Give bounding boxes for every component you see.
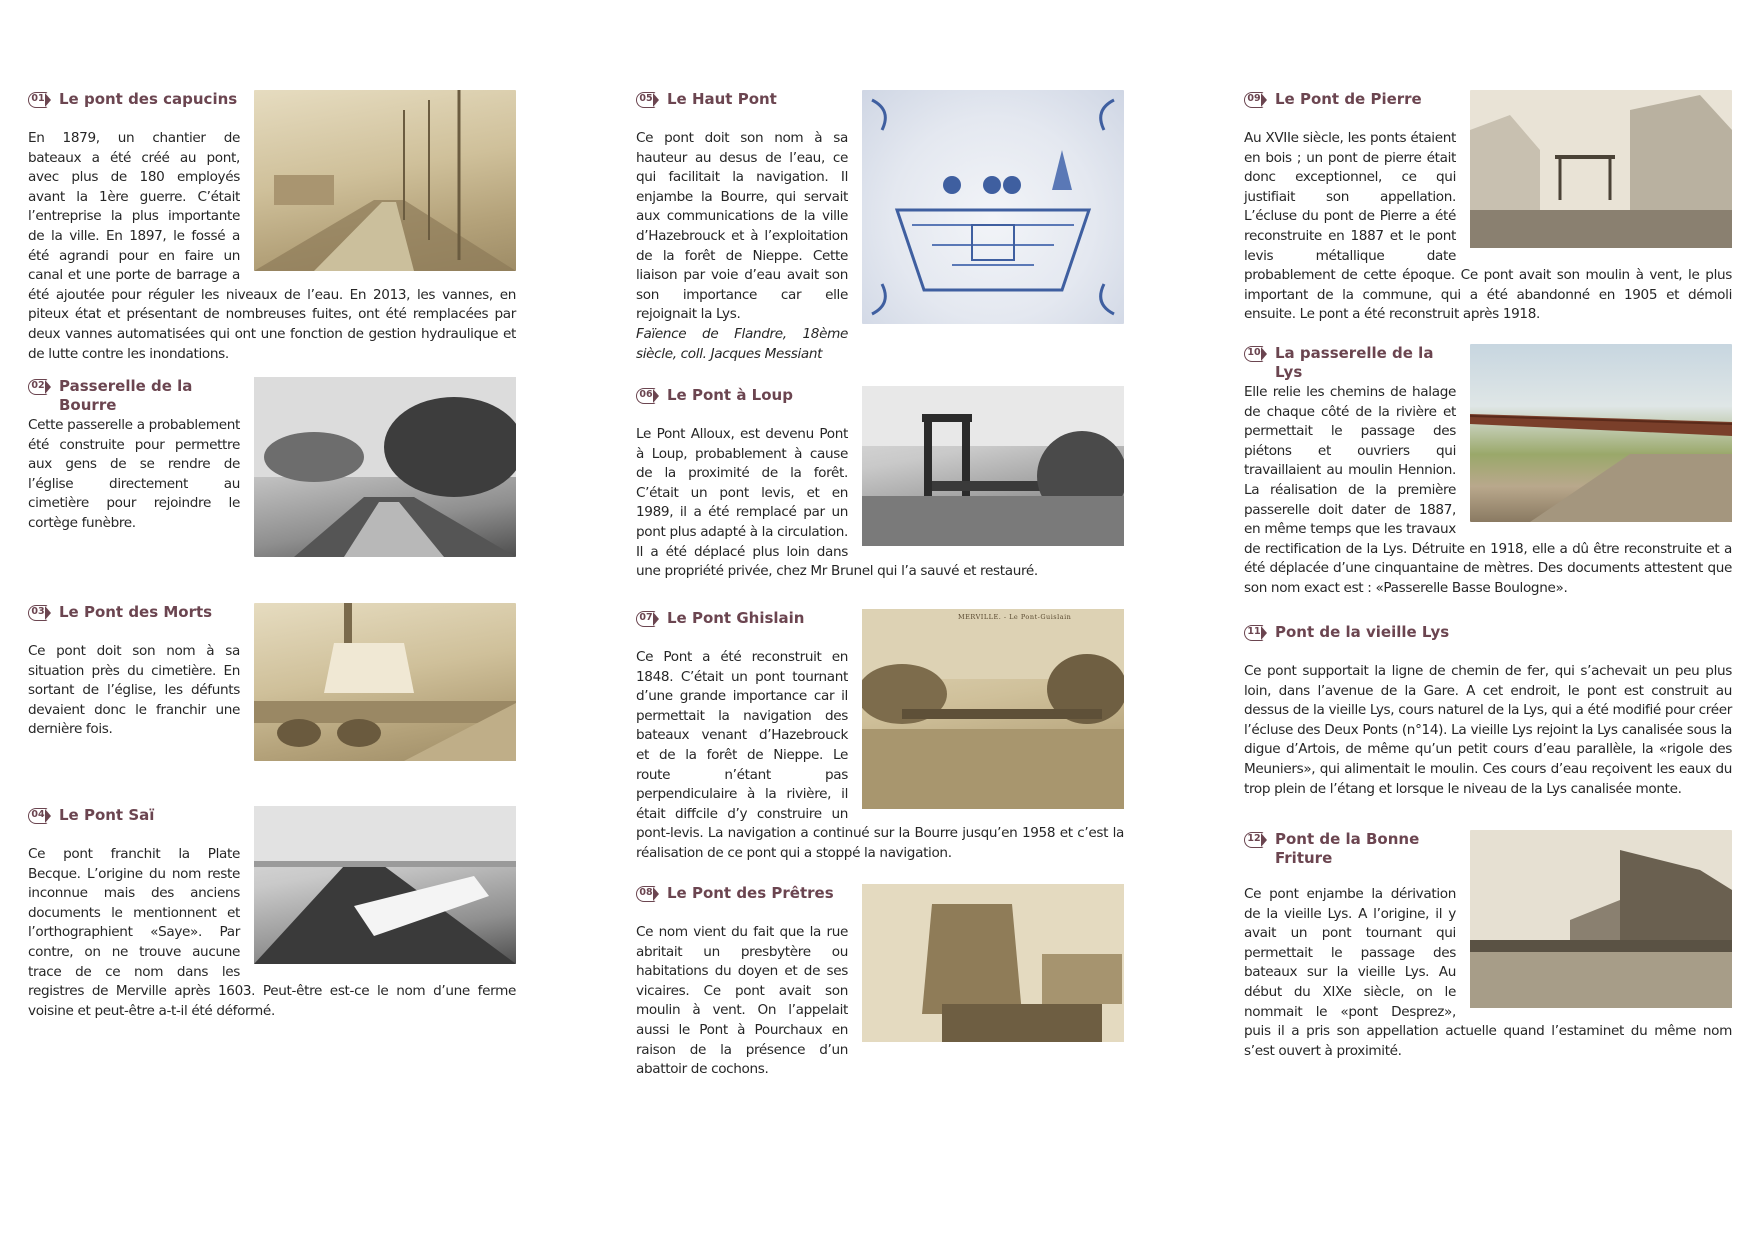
entry-text: Ce pont doit son nom à sa situation près du cimetière. En sortant de l’église, les défunts devaient donc le franchir une dernière fois. xyxy=(28,643,240,738)
entry-08 xyxy=(636,884,1124,1080)
entry-06 xyxy=(636,386,1124,582)
entry-title: Le Pont à Loup xyxy=(667,386,793,404)
entry-title: Le Haut Pont xyxy=(667,90,777,108)
entry-01 xyxy=(28,90,516,364)
number-badge: 06 xyxy=(636,386,660,406)
entry-title: La passerelle de la Lys xyxy=(1275,344,1434,381)
photo-caption: MERVILLE. - Le Pont-Guislain xyxy=(958,613,1072,621)
entry-text: Le Pont Alloux, est devenu Pont à Loup, probablement à cause de la proximité de la forêt. C’était un pont levis, et en 1989, il a été remplacé par un pont plus adapté à la circulation. Il a été déplacé plus loin dans une propriété privée, chez Mr Brunel qui l’a sauvé et restauré. xyxy=(636,426,1038,580)
entry-title: Pont de la Bonne Friture xyxy=(1275,830,1420,867)
engraving-pont-de-pierre xyxy=(1470,90,1732,248)
entry-text: Cette passerelle a probablement été construite pour permettre aux gens de se rendre de l’église directement au cimetière pour rejoindre le cortège funèbre. xyxy=(28,417,240,531)
photo-pont-bonne-friture xyxy=(1470,830,1732,1008)
entry-11 xyxy=(1244,623,1732,799)
photo-pont-des-morts xyxy=(254,603,516,761)
number-badge: 08 xyxy=(636,884,660,904)
entry-text: Ce pont franchit la Plate Becque. L’origine du nom reste inconnue mais des anciens documents le mentionnent et l’orthographient «Saye». Par contre, on ne trouve aucune trace de ce nom dans les registres de Merville après 1603. Peut-être est-ce le nom d’une ferme voisine et peut-être a-t-il été déformé. xyxy=(28,846,516,1019)
entry-text: Ce nom vient du fait que la rue abritait un presbytère ou habitations du doyen et de ses vicaires. Ce pont avait son moulin à vent. On l’appelait aussi le Pont à Pourchaux en raison de la présence d’un abattoir de cochons. xyxy=(636,924,848,1078)
entry-title: Pont de la vieille Lys xyxy=(1275,623,1450,641)
number-badge: 02 xyxy=(28,377,52,397)
number-badge: 04 xyxy=(28,806,52,826)
photo-pont-des-pretres xyxy=(862,884,1124,1042)
entry-text: Ce pont enjambe la dérivation de la vieille Lys. A l’origine, il y avait un pont tournant qui permettait le passage des bateaux sur la vieille Lys. Au début du XIXe siècle, on le nommait le «pont Desprez», puis il a pris son appellation actuelle quand l’estaminet du même nom s’est ouvert à proximité. xyxy=(1244,886,1732,1059)
faience-tile-image xyxy=(862,90,1124,324)
entry-title: Passerelle de la Bourre xyxy=(59,377,193,414)
number-badge: 09 xyxy=(1244,90,1268,110)
photo-pont-a-loup xyxy=(862,386,1124,546)
entry-12 xyxy=(1244,830,1732,1061)
photo-canal-capucins xyxy=(254,90,516,271)
entry-title: Le Pont de Pierre xyxy=(1275,90,1422,108)
entry-text: Ce pont supportait la ligne de chemin de fer, qui s’achevait un peu plus loin, dans l’avenue de la Gare. A cet endroit, le pont est construit au dessus de la vieille Lys, cours naturel de la Lys, qui a été modifié pour créer l’écluse des Deux Ponts (n°14). La vieille Lys rejoint la Lys canalisée sous la digue d’Artois, de même qu’un petit cours d’eau parallèle, la «rigole des Meuniers», qui alimentait le moulin. Ces cours d’eau reçoivent les eaux du trop plein de l’étang et lorsque le niveau de la Lys canalisée monte. xyxy=(1244,663,1732,797)
number-badge: 11 xyxy=(1244,623,1268,643)
photo-passerelle-bourre xyxy=(254,377,516,557)
number-badge: 10 xyxy=(1244,344,1268,364)
entry-text: Elle relie les chemins de halage de chaque côté de la rivière et permettait le passage des piétons et ouvriers qui travaillaient au moulin Hennion. La réalisation de la première passerelle doit dater de 1887, en même temps que les travaux de rectification de la Lys. Détruite en 1918, elle a dû être reconstruite et a été déplacée d’une cinquantaine de mètres. Des documents attestent que son nom exact est : «Passerelle Basse Boulogne». xyxy=(1244,384,1732,596)
entry-text: Ce Pont a été reconstruit en 1848. C’était un pont tournant d’une grande importance car il permettait la navigation des bateaux venant d’Hazebrouck et de la forêt de Nieppe. Le route n’étant pas perpendiculaire à la rivière, il était diffcile d’y construire un pont-levis. La navigation a continué sur la Bourre jusqu’en 1958 et c’est la réalisation de ce pont qui a stoppé la navigation. xyxy=(636,649,1124,861)
entry-09 xyxy=(1244,90,1732,325)
entry-caption: Faïence de Flandre, 18ème siècle, coll. Jacques Messiant xyxy=(636,325,848,362)
number-badge: 01 xyxy=(28,90,52,110)
entry-title: Le pont des capucins xyxy=(59,90,238,108)
entry-text: Au XVIIe siècle, les ponts étaient en bois ; un pont de pierre était donc exceptionnel, ce qui justifiait son appellation. L’écluse du pont de Pierre a été reconstruite en 1887 et le pont levis métallique date probablement de cette époque. Ce pont avait son moulin à vent, le plus important de la commune, qui a été abandonné en 1905 et démoli ensuite. Le pont a été reconstruit après 1918. xyxy=(1244,130,1732,323)
entry-04 xyxy=(28,806,516,1021)
entry-07 xyxy=(636,609,1124,864)
number-badge: 03 xyxy=(28,603,52,623)
photo-passerelle-lys xyxy=(1470,344,1732,522)
entry-title: Le Pont Saï xyxy=(59,806,155,824)
entry-title: Le Pont des Morts xyxy=(59,603,213,621)
entry-title: Le Pont des Prêtres xyxy=(667,884,834,902)
entry-text: Ce pont doit son nom à sa hauteur au desus de l’eau, ce qui facilitait la navigation. Il enjambe la Bourre, qui servait aux communications de la ville d’Hazebrouck et à l’exploitation de la forêt de Nieppe. Cette liaison par voie d’eau avait son son importance car elle rejoignait la Lys. Faïence de Flandre, 18ème siècle, coll. Jacques Messiant xyxy=(636,130,848,362)
number-badge: 05 xyxy=(636,90,660,110)
entry-10 xyxy=(1244,344,1732,599)
number-badge: 12 xyxy=(1244,830,1268,850)
number-badge: 07 xyxy=(636,609,660,629)
entry-05 xyxy=(636,90,1124,364)
photo-pont-ghislain xyxy=(862,609,1124,809)
entry-03 xyxy=(28,603,516,765)
photo-pont-sai xyxy=(254,806,516,964)
entry-title: Le Pont Ghislain xyxy=(667,609,805,627)
entry-02 xyxy=(28,377,516,561)
entry-text: En 1879, un chantier de bateaux a été créé au pont, avec plus de 180 employés avant la 1ère guerre. C’était l’entreprise la plus importante de la ville. En 1897, le fossé a été agrandi pour en faire un canal et une porte de barrage a été ajoutée pour réguler les niveaux de l’eau. En 2013, les vannes, en piteux état et présentant de nombreuses fuites, ont été remplacées par deux vannes automatisées qui ont une fonction de gestion hydraulique et de lutte contre les inondations. xyxy=(28,130,516,362)
